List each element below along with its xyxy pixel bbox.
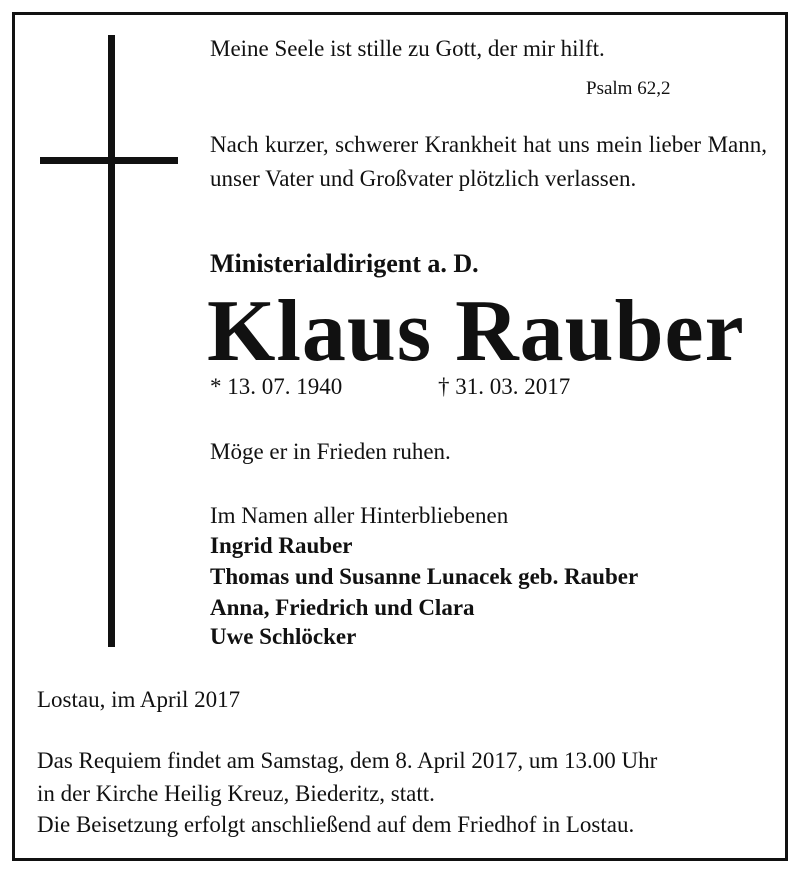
- mourner-name: Anna, Friedrich und Clara: [210, 595, 475, 620]
- mourner-name: Thomas und Susanne Lunacek geb. Rauber: [210, 564, 639, 589]
- verse-reference: Psalm 62,2: [586, 78, 671, 99]
- service-note: in der Kirche Heilig Kreuz, Biederitz, statt.: [37, 781, 435, 806]
- deceased-name: Klaus Rauber: [207, 283, 745, 380]
- bible-verse: Meine Seele ist stille zu Gott, der mir hilft.: [210, 36, 605, 61]
- service-note: Die Beisetzung erfolgt anschließend auf dem Friedhof in Lostau.: [37, 812, 635, 837]
- place-and-date: Lostau, im April 2017: [37, 687, 241, 712]
- cross-icon-bar: [40, 157, 178, 164]
- birth-date: * 13. 07. 1940: [210, 374, 343, 399]
- service-note: Das Requiem findet am Samstag, dem 8. April 2017, um 13.00 Uhr: [37, 748, 658, 773]
- cross-icon: [108, 35, 115, 647]
- death-announcement: Nach kurzer, schwerer Krankheit hat uns mein lieber Mann, unser Vater und Großvater plötzlich verlassen.: [210, 132, 767, 191]
- mourners-intro: Im Namen aller Hinterbliebenen: [210, 503, 509, 528]
- mourner-name: Uwe Schlöcker: [210, 624, 357, 649]
- death-date: † 31. 03. 2017: [438, 374, 571, 399]
- mourner-name: Ingrid Rauber: [210, 533, 353, 558]
- deceased-title: Ministerialdirigent a. D.: [210, 249, 479, 278]
- farewell-line: Möge er in Frieden ruhen.: [210, 439, 451, 464]
